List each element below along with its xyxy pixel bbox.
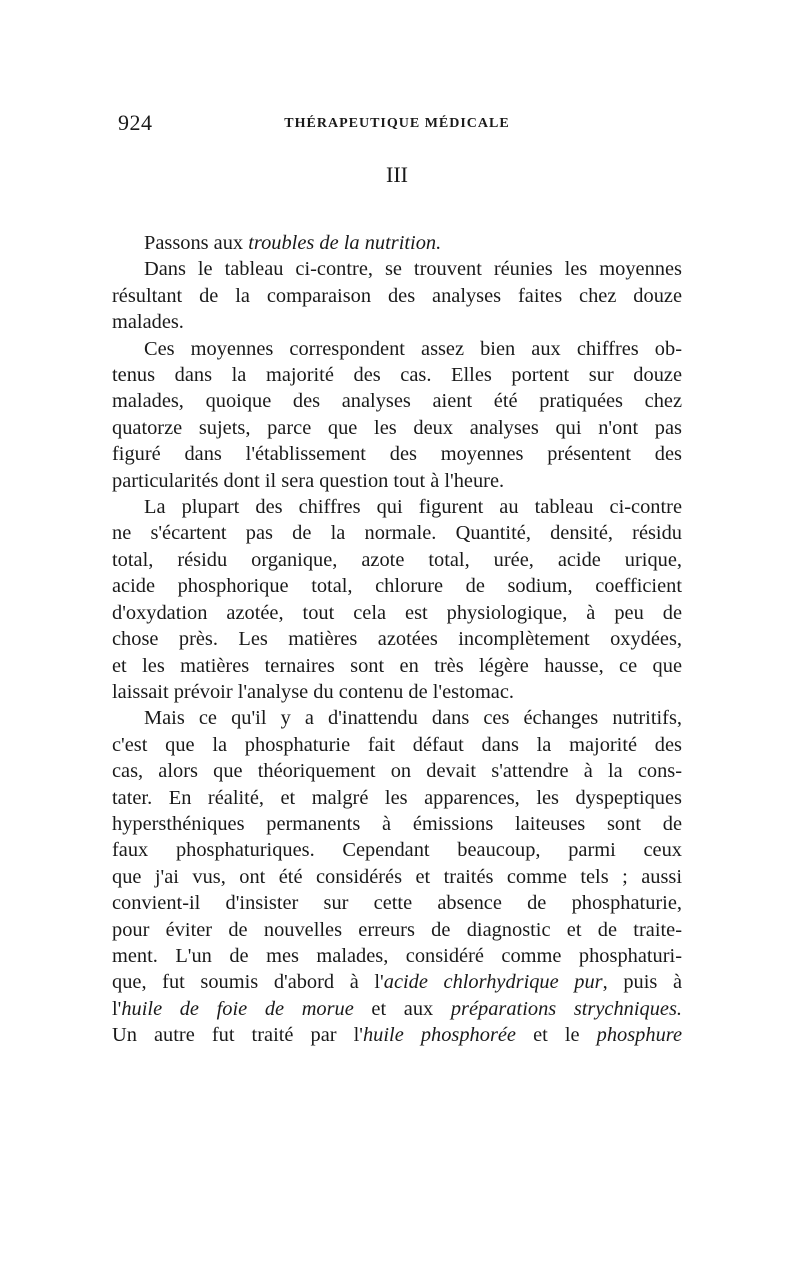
text-line-5: Ces moyennes correspondent assez bien aux chiffres ob- (144, 337, 682, 360)
text-line-16: chose près. Les matières azotées incomplètement oxydées, (112, 628, 682, 651)
text-line-25: que j'ai vus, ont été considérés et traités comme tels ; aussi (112, 865, 682, 888)
text-line-26: convient-il d'insister sur cette absence de phosphaturie, (112, 892, 682, 915)
text-line-27: pour éviter de nouvelles erreurs de diagnostic et de traite- (112, 918, 682, 941)
text-line-19: Mais ce qu'il y a d'inattendu dans ces échanges nutritifs, (144, 707, 682, 730)
text-line-21: cas, alors que théoriquement on devait s'attendre à la cons- (112, 760, 682, 783)
text-line-7: malades, quoique des analyses aient été pratiquées chez (112, 390, 682, 413)
text-line-4: malades. (112, 311, 184, 334)
text-line-20: c'est que la phosphaturie fait défaut dans la majorité des (112, 733, 682, 756)
text-line-17: et les matières ternaires sont en très légère hausse, ce que (112, 654, 682, 677)
text-line-11: La plupart des chiffres qui figurent au tableau ci-contre (144, 496, 682, 519)
text-line-28: ment. L'un de mes malades, considéré comme phosphaturi- (112, 944, 682, 967)
text-line-12: ne s'écartent pas de la normale. Quantité, densité, résidu (112, 522, 682, 545)
text-line-2: Dans le tableau ci-contre, se trouvent réunies les moyennes (144, 258, 682, 281)
text-line-24: faux phosphaturiques. Cependant beaucoup, parmi ceux (112, 839, 682, 862)
text-line-15: d'oxydation azotée, tout cela est physiologique, à peu de (112, 601, 682, 624)
text-line-23: hypersthéniques permanents à émissions laiteuses sont de (112, 812, 682, 835)
text-line-10: particularités dont il sera question tout à l'heure. (112, 469, 505, 492)
text-line-13: total, résidu organique, azote total, urée, acide urique, (112, 548, 682, 571)
book-page (112, 110, 682, 1049)
body-text (112, 230, 682, 1049)
italic-phrase: acide chlorhydrique pur (383, 971, 603, 994)
text-line-6: tenus dans la majorité des cas. Elles portent sur douze (112, 364, 682, 387)
italic-phrase: préparations strychniques. (450, 997, 682, 1020)
text-line-18: laissait prévoir l'analyse du contenu de l'estomac. (112, 680, 515, 703)
italic-phrase: troubles de la nutrition. (248, 232, 442, 254)
italic-phrase: huile phosphorée (362, 1024, 516, 1047)
page-number: 924 (118, 110, 153, 135)
text-line-29: que, fut soumis d'abord à l'acide chlorhydrique pur, puis à (112, 971, 682, 994)
text-line-22: tater. En réalité, et malgré les apparences, les dyspeptiques (112, 786, 682, 809)
running-title: THÉRAPEUTIQUE MÉDICALE (284, 116, 510, 131)
italic-phrase: huile de foie de morue (121, 997, 354, 1020)
text-line-3: résultant de la comparaison des analyses faites chez douze (112, 284, 682, 307)
text-line-14: acide phosphorique total, chlorure de sodium, coefficient (112, 575, 682, 598)
running-head (112, 110, 682, 140)
text-line-31: Un autre fut traité par l'huile phosphorée et le phosphure (112, 1024, 682, 1047)
section-number: III (386, 162, 408, 187)
text-line-8: quatorze sujets, parce que les deux analyses qui n'ont pas (112, 416, 682, 439)
text-line-30: l'huile de foie de morue et aux préparations strychniques. (112, 997, 682, 1020)
text-line-1: Passons aux troubles de la nutrition. (144, 232, 442, 254)
text-line-9: figuré dans l'établissement des moyennes présentent des (112, 443, 682, 466)
italic-phrase: phosphure (596, 1024, 682, 1047)
